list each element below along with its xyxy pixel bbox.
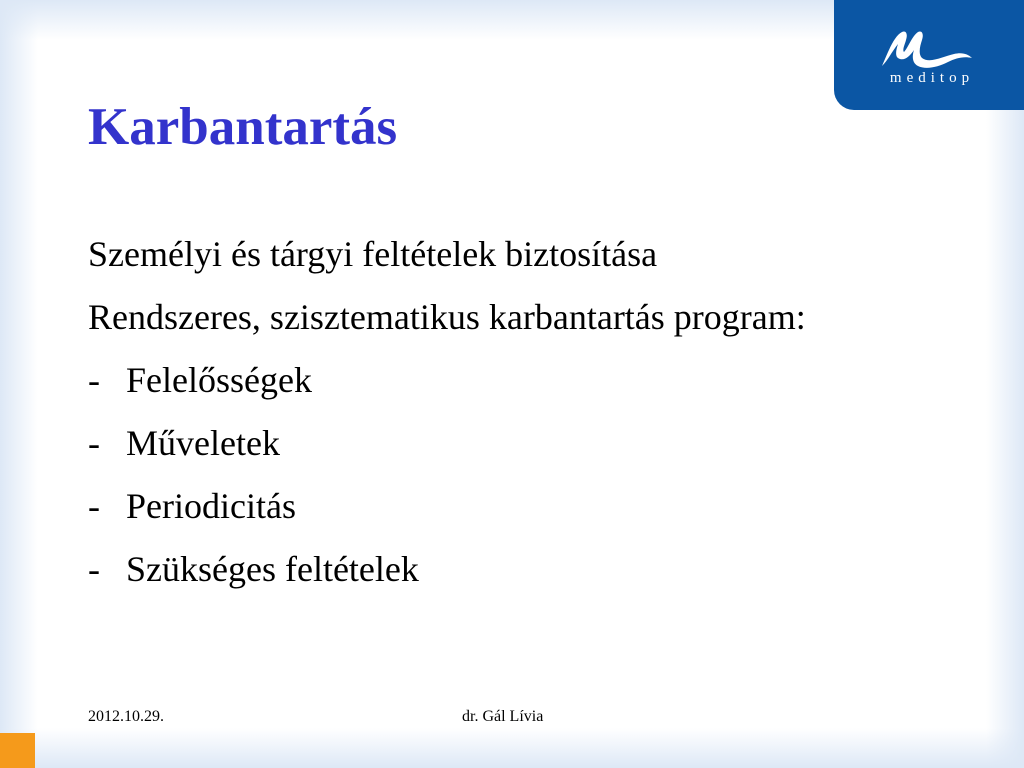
bullet-item [88,547,908,592]
bullet-item [88,484,908,529]
slide-title: Karbantartás [88,98,398,156]
bullet-text: Felelősségek [126,360,312,400]
bullet-item [88,421,908,466]
bullet-dash: - [88,360,100,400]
bullet-text: Periodicitás [126,486,296,526]
bullet-dash: - [88,549,100,589]
bullet-item [88,358,908,403]
slide-content [88,232,908,610]
bullet-dash: - [88,486,100,526]
meditop-logo [834,0,1024,110]
bullet-text: Műveletek [126,423,280,463]
slide-background-bottom-fade [0,728,1024,768]
corner-accent-square [0,733,35,768]
meditop-logo-mark-icon [878,26,974,70]
bullet-dash: - [88,423,100,463]
footer-author: dr. Gál Lívia [462,708,544,725]
logo-text: meditop [889,70,975,86]
bullet-text: Szükséges feltételek [126,549,419,589]
content-paragraph: Rendszeres, szisztematikus karbantartás program: [88,297,806,337]
content-paragraph: Személyi és tárgyi feltételek biztosítása [88,234,658,274]
footer-date: 2012.10.29. [88,708,164,725]
